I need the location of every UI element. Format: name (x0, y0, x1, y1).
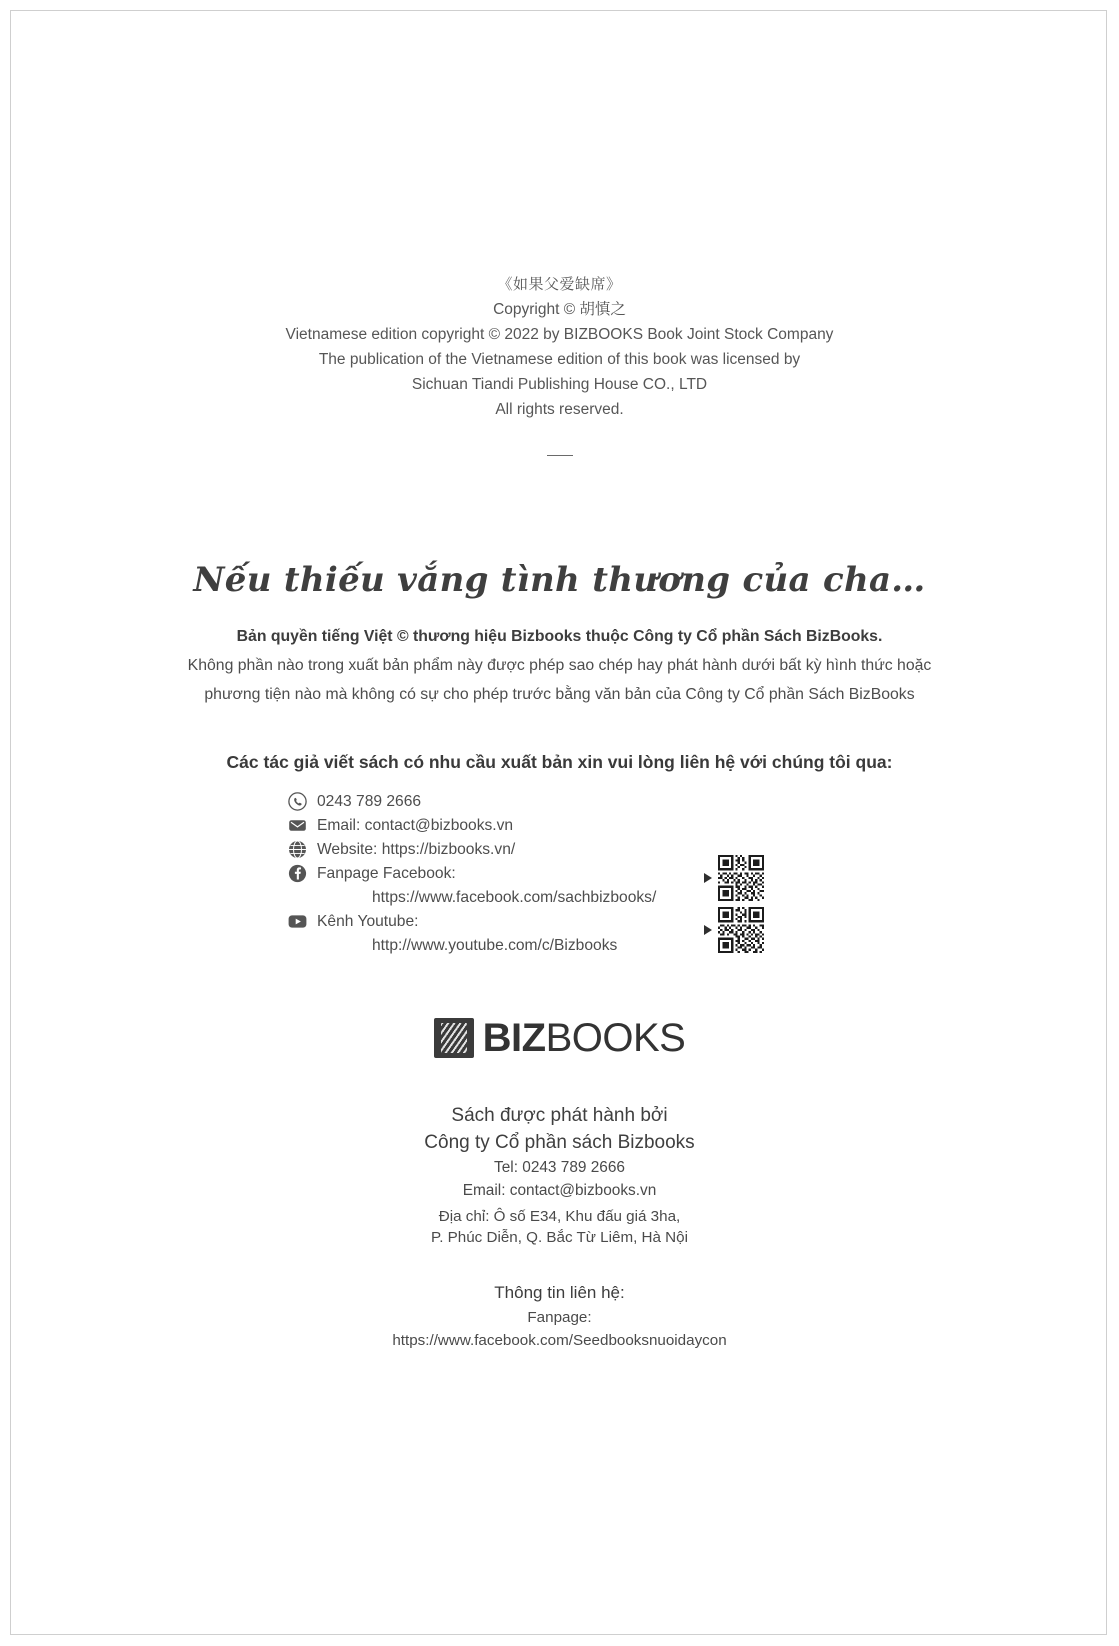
contact-heading: Các tác giả viết sách có nhu cầu xuất bản xin vui lòng liên hệ với chúng tôi qua: (226, 752, 893, 772)
publisher-line-2: Công ty Cổ phần sách Bizbooks (424, 1132, 695, 1153)
qr-facebook-image (718, 855, 764, 901)
original-publisher-line: Sichuan Tiandi Publishing House CO., LTD (411, 376, 708, 393)
logo-text-light: BOOKS (545, 1016, 686, 1060)
arrow-right-icon (704, 873, 712, 883)
arrow-right-icon (704, 925, 712, 935)
qr-code-facebook (718, 855, 764, 901)
qr-code-youtube (718, 907, 764, 953)
email-icon (288, 816, 307, 835)
vietnamese-rights-block (0, 622, 1119, 709)
contact-facebook-label: Fanpage Facebook: (317, 865, 456, 882)
footer-contact-info (0, 1280, 1119, 1352)
logo-text-bold: BIZ (482, 1016, 546, 1060)
footer-fanpage-label: Fanpage: (527, 1309, 592, 1326)
copyright-author-line: Copyright © 胡慎之 (493, 301, 626, 318)
youtube-icon (288, 912, 307, 931)
whatsapp-icon (288, 792, 307, 811)
publisher-address-line-2: P. Phúc Diễn, Q. Bắc Từ Liêm, Hà Nội (431, 1229, 688, 1246)
bizbooks-logo-mark-icon (434, 1018, 474, 1058)
publisher-address-line-1: Địa chỉ: Ô số E34, Khu đấu giá 3ha, (438, 1208, 681, 1225)
contact-item-email (288, 814, 808, 838)
contact-email-text: Email: contact@bizbooks.vn (317, 817, 514, 834)
globe-icon (288, 840, 307, 859)
contact-youtube-label: Kênh Youtube: (317, 913, 419, 930)
qr-youtube-image (718, 907, 764, 953)
book-title: Nếu thiếu vắng tình thương của cha… (193, 560, 926, 600)
all-rights-reserved-line: All rights reserved. (495, 401, 624, 418)
bizbooks-logo-text (483, 1018, 686, 1058)
rights-line-2: Không phần nào trong xuất bản phẩm này được phép sao chép hay phát hành dưới bất kỳ hình thức hoặc (187, 657, 932, 674)
bizbooks-logo (0, 1018, 1119, 1063)
contact-website-text: Website: https://bizbooks.vn/ (317, 841, 516, 858)
footer-contact-title: Thông tin liên hệ: (494, 1283, 625, 1302)
license-line: The publication of the Vietnamese edition of this book was licensed by (318, 351, 801, 368)
vietnamese-edition-line: Vietnamese edition copyright © 2022 by BIZBOOKS Book Joint Stock Company (285, 326, 834, 343)
publisher-line-1: Sách được phát hành bởi (451, 1105, 668, 1126)
contact-facebook-url[interactable]: https://www.facebook.com/sachbizbooks/ (372, 889, 657, 906)
footer-fanpage-url[interactable]: https://www.facebook.com/Seedbooksnuoidaycon (392, 1332, 727, 1349)
copyright-block (0, 272, 1119, 422)
contact-youtube-url[interactable]: http://www.youtube.com/c/Bizbooks (372, 937, 618, 954)
publisher-info (0, 1102, 1119, 1248)
rights-line-3: phương tiện nào mà không có sự cho phép trước bằng văn bản của Công ty Cổ phần Sách BizBooks (204, 686, 915, 703)
publisher-email: Email: contact@bizbooks.vn (462, 1182, 657, 1199)
rights-line-1: Bản quyền tiếng Việt © thương hiệu Bizbooks thuộc Công ty Cổ phần Sách BizBooks. (236, 628, 883, 645)
facebook-icon (288, 864, 307, 883)
contact-phone-text: 0243 789 2666 (317, 793, 422, 810)
original-title: 《如果父爱缺席》 (497, 275, 622, 293)
publisher-tel: Tel: 0243 789 2666 (494, 1159, 625, 1176)
contact-item-phone (288, 790, 808, 814)
section-divider (547, 455, 573, 456)
